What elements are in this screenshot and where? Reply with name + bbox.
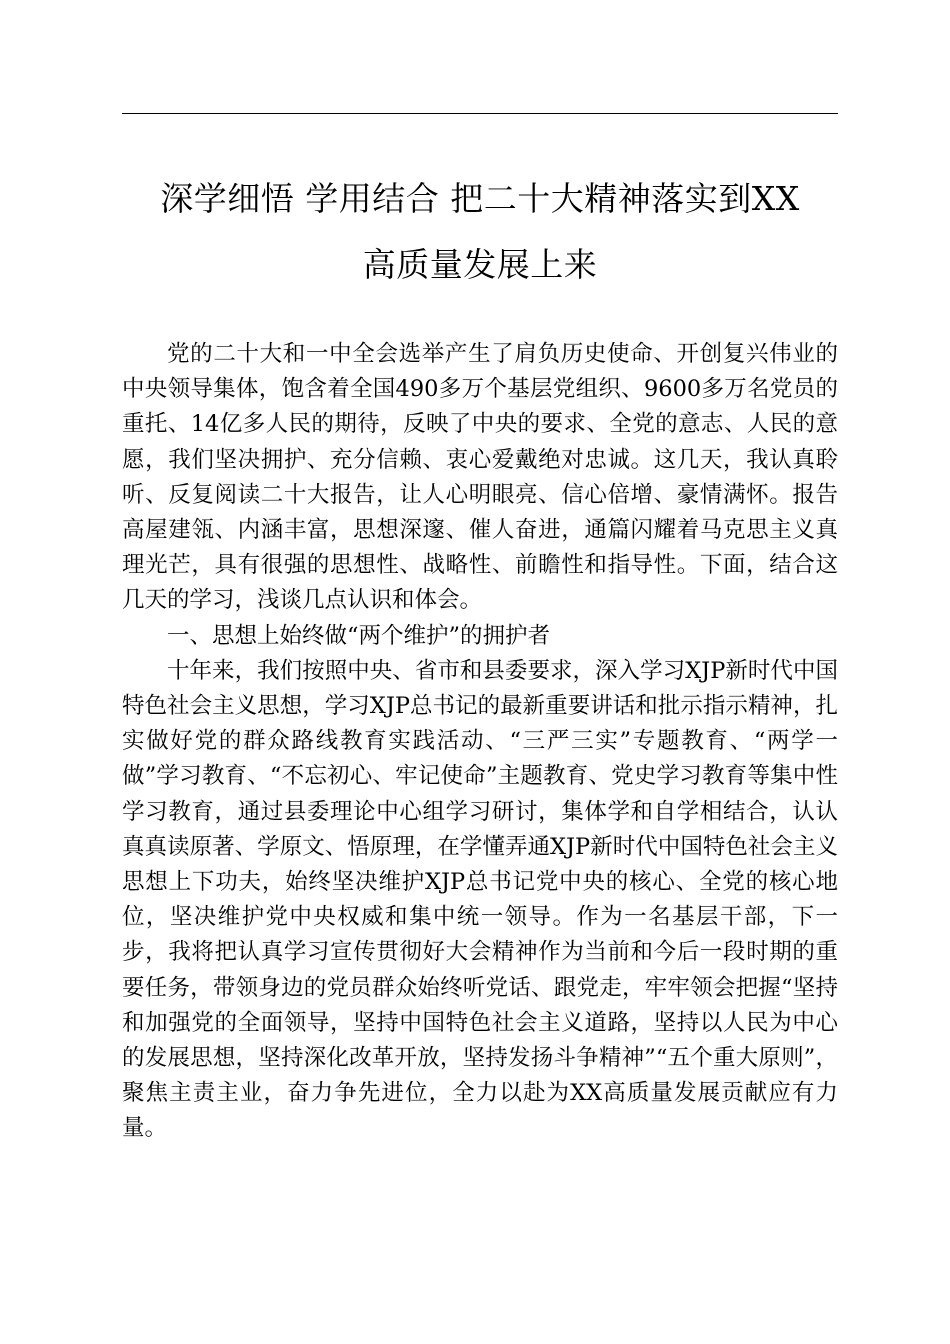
document-body [122,337,838,1147]
section-heading-1: 一、思想上始终做“两个维护”的拥护者 [167,622,551,649]
document-title [122,166,838,298]
paragraph-intro: 党的二十大和一中全会选举产生了肩负历史使命、开创复兴伟业的中央领导集体，饱含着全国490多万个基层党组织、9600多万名党员的重托、14亿多人民的期待，反映了中央的要求、全党的意志、人民的意愿，我们坚决拥护、充分信赖、衷心爱戴绝对忠诚。这几天，我认真聆听、反复阅读二十大报告，让人心明眼亮、信心倍增、豪情满怀。报告高屋建瓴、内涵丰富，思想深邃、催人奋进，通篇闪耀着马克思主义真理光芒，具有很强的思想性、战略性、前瞻性和指导性。下面，结合这几天的学习，浅谈几点认识和体会。 [122,341,838,614]
header-rule [122,113,838,114]
title-line-1: 深学细悟 学用结合 把二十大精神落实到XX [160,179,800,218]
title-line-2: 高质量发展上来 [362,245,598,284]
paragraph-section-1: 十年来，我们按照中央、省市和县委要求，深入学习XJP新时代中国特色社会主义思想，学习XJP总书记的最新重要讲话和批示指示精神，扎实做好党的群众路线教育实践活动、“三严三实”专题教育、“两学一做”学习教育、“不忘初心、牢记使命”主题教育、党史学习教育等集中性学习教育，通过县委理论中心组学习研讨，集体学和自学相结合，认认真真读原著、学原文、悟原理，在学懂弄通XJP新时代中国特色社会主义思想上下功夫，始终坚决维护XJP总书记党中央的核心、全党的核心地位，坚决维护党中央权威和集中统一领导。作为一名基层干部，下一步，我将把认真学习宣传贯彻好大会精神作为当前和今后一段时期的重要任务，带领身边的党员群众始终听党话、跟党走，牢牢领会把握“坚持和加强党的全面领导，坚持中国特色社会主义道路，坚持以人民为中心的发展思想，坚持深化改革开放，坚持发扬斗争精神”“五个重大原则”，聚焦主责主业，奋力争先进位，全力以赴为XX高质量发展贡献应有力量。 [122,657,838,1142]
